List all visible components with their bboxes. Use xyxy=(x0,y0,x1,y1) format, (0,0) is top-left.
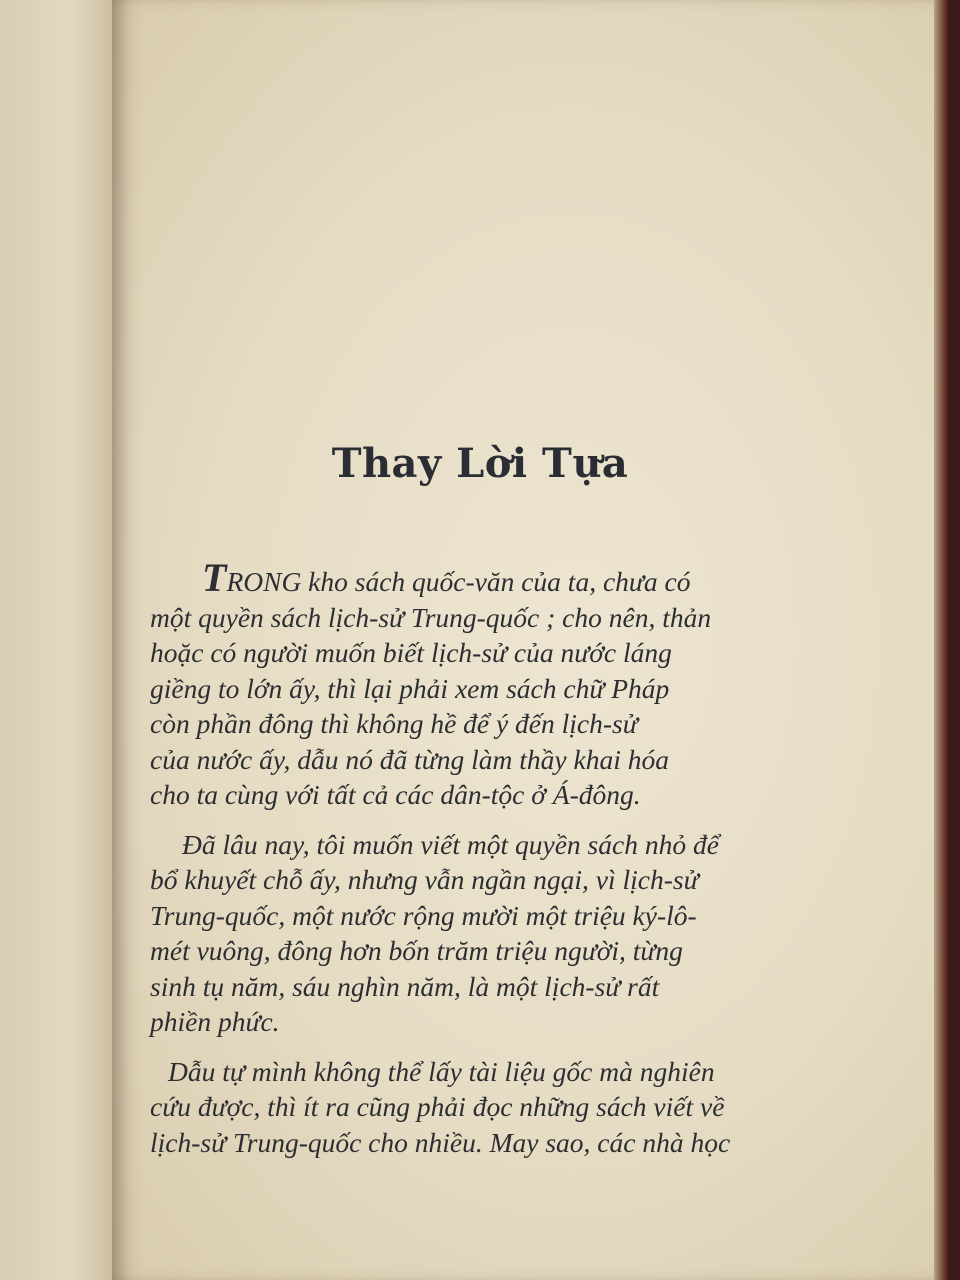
paragraph-1-line-2: một quyền sách lịch-sử Trung-quốc ; cho nên, thản xyxy=(150,601,712,633)
paragraph-2-line-6: phiền phức. xyxy=(150,1006,280,1037)
paragraph-3-line-1: Dẫu tự mình không thể lấy tài liệu gốc mà nghiên xyxy=(168,1055,715,1087)
paragraph-1-line-3: hoặc có người muốn biết lịch-sử của nước láng xyxy=(150,637,672,668)
paragraph-1-line-5: còn phần đông thì không hề để ý đến lịch-sử xyxy=(150,708,638,739)
paragraph-1-line-7: cho ta cùng với tất cả các dân-tộc ở Á-đông. xyxy=(150,779,641,810)
paragraph-2-line-3: Trung-quốc, một nước rộng mười một triệu ký-lô- xyxy=(150,899,697,931)
body-text xyxy=(150,555,860,1160)
paragraph-2-line-2: bổ khuyết chỗ ấy, nhưng vẫn ngần ngại, vì lịch-sử xyxy=(150,864,699,895)
line-text: RONG kho sách quốc-văn của ta, chưa có xyxy=(226,566,691,597)
paragraph-1-line-4: giềng to lớn ấy, thì lại phải xem sách chữ Pháp xyxy=(150,672,670,704)
drop-cap: T xyxy=(202,555,227,600)
paragraph-2-line-4: mét vuông, đông hơn bốn trăm triệu người, từng xyxy=(150,935,683,966)
paragraph-2-line-5: sinh tụ năm, sáu nghìn năm, là một lịch-sử rất xyxy=(150,970,660,1002)
book-cover-edge xyxy=(934,0,948,1280)
paragraph-2-line-1: Đã lâu nay, tôi muốn viết một quyền sách nhỏ để xyxy=(182,828,719,860)
page-title: Thay Lời Tựa xyxy=(331,440,629,487)
paragraph-1-line-6: của nước ấy, dẫu nó đã từng làm thầy khai hóa xyxy=(150,743,669,775)
left-page-edge xyxy=(0,0,120,1280)
paragraph-3-line-3: lịch-sử Trung-quốc cho nhiều. May sao, các nhà học xyxy=(150,1126,731,1158)
paragraph-gap xyxy=(150,813,860,827)
paragraph-gap xyxy=(150,1040,860,1054)
paragraph-3-line-2: cứu được, thì ít ra cũng phải đọc những sách viết về xyxy=(150,1091,725,1122)
paragraph-1-line-1 xyxy=(150,555,860,600)
